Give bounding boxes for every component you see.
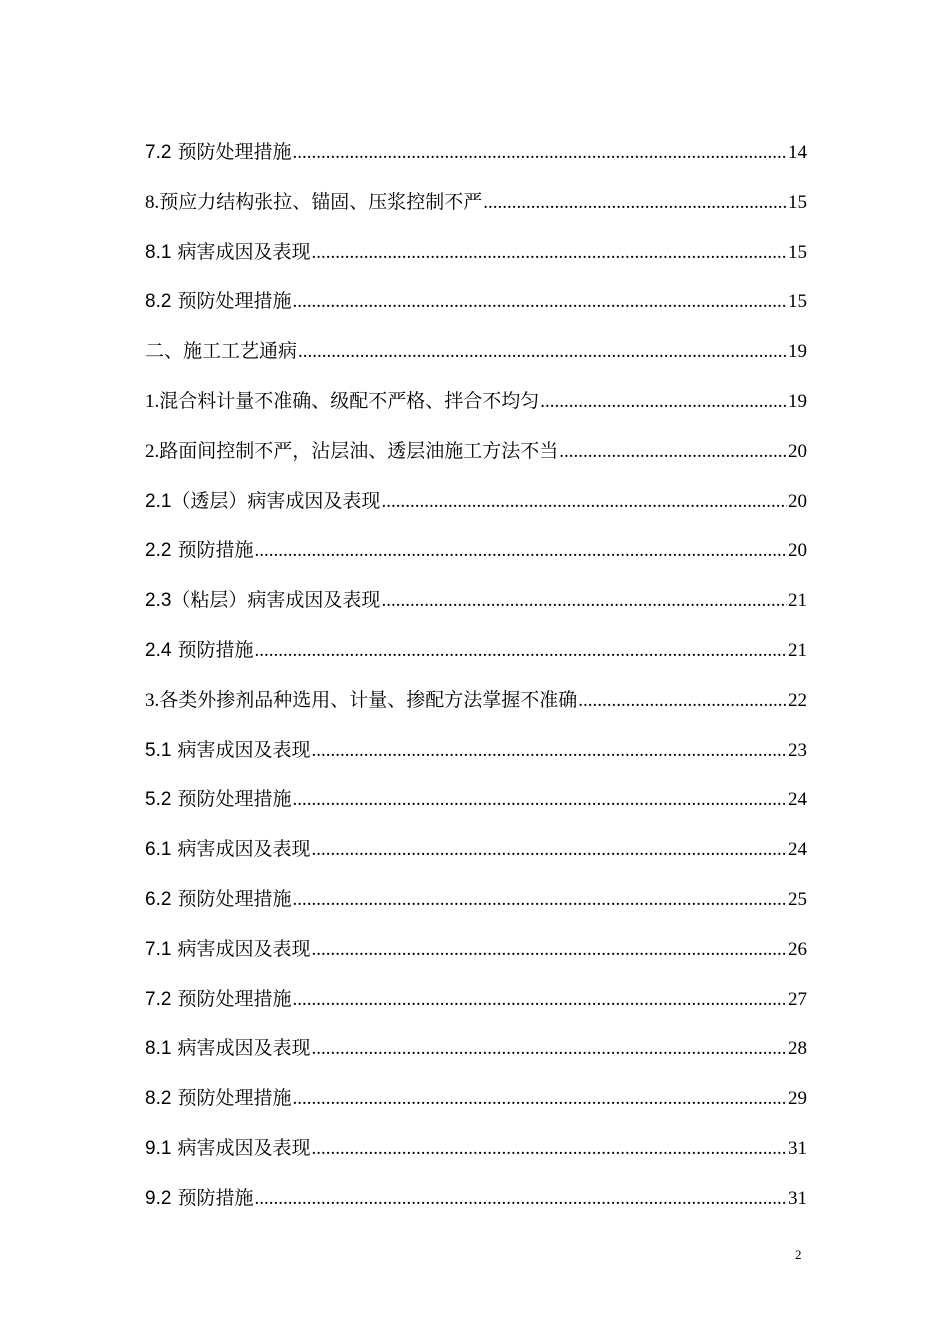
toc-entry-label <box>145 685 577 716</box>
toc-entry-label <box>145 187 482 218</box>
toc-entry-label <box>145 735 310 766</box>
toc-entry-number: 3. <box>145 689 160 711</box>
toc-entry-number: 8.1 <box>145 1038 172 1060</box>
toc-entry-title: 预防处理措施 <box>171 290 292 313</box>
toc-entry-page: 20 <box>788 490 807 512</box>
toc-entry-title: 路面间控制不严，沾层油、透层油施工方法不当 <box>159 439 559 462</box>
toc-entry-number: 9.2 <box>145 1187 172 1209</box>
toc-entry-label <box>145 486 380 517</box>
toc-entry-page: 26 <box>788 938 807 960</box>
toc-entry-page: 25 <box>788 888 807 910</box>
toc-entry-label <box>145 1183 253 1214</box>
toc-entry-page: 22 <box>788 689 807 711</box>
toc-entry-number: 2.2 <box>145 540 172 562</box>
toc-entry-number: 7.2 <box>145 988 172 1010</box>
toc-entry-title: 病害成因及表现 <box>171 1037 311 1060</box>
toc-entry-number: 5.1 <box>145 739 172 761</box>
toc-entry-title: 预防处理措施 <box>171 141 292 163</box>
toc-entry-title: 病害成因及表现 <box>171 240 311 263</box>
toc-entry-page: 31 <box>788 1137 807 1159</box>
toc-dot-leader <box>292 985 787 1015</box>
toc-dot-leader <box>311 238 787 268</box>
toc-entry-title: （透层）病害成因及表现 <box>171 489 381 512</box>
toc-dot-leader <box>292 138 787 168</box>
toc-entry-title: 预防处理措施 <box>171 887 292 910</box>
toc-entry-number: 2.3 <box>145 590 172 612</box>
toc-dot-leader <box>381 487 787 517</box>
toc-dot-leader <box>559 437 787 467</box>
toc-entry-label <box>145 137 291 168</box>
toc-entry[interactable] <box>145 984 807 1034</box>
toc-entry[interactable] <box>145 735 807 785</box>
toc-entry[interactable] <box>145 286 807 336</box>
toc-entry[interactable] <box>145 784 807 834</box>
toc-entry-title: 预防处理措施 <box>171 1087 292 1110</box>
toc-entry-number: 1. <box>145 390 160 412</box>
toc-entry-title: 混合料计量不准确、级配不严格、拌合不均匀 <box>159 389 540 412</box>
toc-entry-number: 8. <box>145 191 160 213</box>
toc-entry-title: 病害成因及表现 <box>171 1136 311 1159</box>
toc-dot-leader <box>311 736 787 766</box>
toc-dot-leader <box>292 885 787 915</box>
toc-entry-page: 14 <box>788 142 807 163</box>
toc-entry[interactable] <box>145 336 807 386</box>
toc-entry-label <box>145 436 558 467</box>
toc-entry-page: 27 <box>788 988 807 1010</box>
toc-entry-label <box>145 1083 291 1114</box>
toc-entry-label <box>145 386 539 417</box>
toc-entry-label <box>145 884 291 915</box>
toc-entry[interactable] <box>145 436 807 486</box>
toc-entry-page: 21 <box>788 639 807 661</box>
toc-entry-number: 2.4 <box>145 639 172 661</box>
toc-dot-leader <box>292 785 787 815</box>
toc-entry-label <box>145 585 380 616</box>
toc-entry-number: 8.2 <box>145 1088 172 1110</box>
toc-entry-label <box>145 834 310 865</box>
toc-entry-page: 29 <box>788 1088 807 1110</box>
toc-entry[interactable] <box>145 1133 807 1183</box>
toc-entry-page: 19 <box>788 390 807 412</box>
toc-entry-number: 9.1 <box>145 1137 172 1159</box>
toc-entry-page: 24 <box>788 789 807 811</box>
toc-entry-number: 7.1 <box>145 938 172 960</box>
toc-entry-title: 病害成因及表现 <box>171 738 311 761</box>
toc-entry[interactable] <box>145 1033 807 1083</box>
toc-dot-leader <box>254 536 787 566</box>
toc-entry[interactable] <box>145 1083 807 1133</box>
toc-entry[interactable] <box>145 635 807 685</box>
toc-entry-number: 6.1 <box>145 839 172 861</box>
toc-dot-leader <box>292 1084 787 1114</box>
toc-entry-label <box>145 336 297 366</box>
toc-entry-page: 21 <box>788 590 807 612</box>
toc-entry-label <box>145 1033 310 1064</box>
toc-entry[interactable] <box>145 1183 807 1233</box>
toc-dot-leader <box>254 636 787 666</box>
toc-dot-leader <box>311 835 787 865</box>
toc-entry-page: 20 <box>788 440 807 462</box>
toc-entry-number: 2.1 <box>145 490 172 512</box>
toc-entry-label <box>145 535 253 566</box>
toc-entry[interactable] <box>145 486 807 536</box>
toc-entry[interactable] <box>145 187 807 237</box>
toc-entry[interactable] <box>145 535 807 585</box>
toc-entry[interactable] <box>145 137 807 187</box>
toc-entry-number: 8.2 <box>145 291 172 313</box>
toc-entry-page: 31 <box>788 1187 807 1209</box>
toc-entry-label <box>145 635 253 666</box>
toc-dot-leader <box>254 1184 787 1214</box>
toc-entry-page: 19 <box>788 341 807 363</box>
toc-entry[interactable] <box>145 386 807 436</box>
toc-dot-leader <box>311 935 787 965</box>
toc-dot-leader <box>578 686 787 716</box>
toc-entry[interactable] <box>145 884 807 934</box>
toc-entry-title: 二、施工工艺通病 <box>145 340 298 363</box>
toc-dot-leader <box>292 287 787 317</box>
toc-entry-number: 7.2 <box>145 142 172 163</box>
toc-entry-label <box>145 286 291 317</box>
toc-entry-page: 15 <box>788 191 807 213</box>
toc-entry-page: 15 <box>788 291 807 313</box>
toc-dot-leader <box>540 387 787 417</box>
toc-entry-number: 8.1 <box>145 241 172 263</box>
toc-entry-title: 预防措施 <box>171 1186 254 1209</box>
toc-entry-title: 预防措施 <box>171 638 254 661</box>
toc-entry-title: 预应力结构张拉、锚固、压浆控制不严 <box>159 190 483 213</box>
toc-dot-leader <box>381 586 787 616</box>
toc-entry-page: 28 <box>788 1038 807 1060</box>
toc-dot-leader <box>298 337 787 367</box>
table-of-contents <box>145 137 807 1233</box>
toc-entry-title: 病害成因及表现 <box>171 937 311 960</box>
toc-entry-label <box>145 237 310 268</box>
toc-dot-leader <box>483 188 787 218</box>
toc-dot-leader <box>311 1034 787 1064</box>
toc-entry-page: 20 <box>788 540 807 562</box>
page-number: 2 <box>795 1247 802 1262</box>
toc-entry-label <box>145 784 291 815</box>
toc-entry-page: 24 <box>788 839 807 861</box>
toc-entry[interactable] <box>145 685 807 735</box>
toc-entry[interactable] <box>145 834 807 884</box>
toc-entry-title: 预防措施 <box>171 539 254 562</box>
toc-entry-title: 病害成因及表现 <box>171 838 311 861</box>
toc-entry-label <box>145 984 291 1015</box>
toc-entry[interactable] <box>145 585 807 635</box>
toc-entry-title: 预防处理措施 <box>171 788 292 811</box>
toc-dot-leader <box>311 1134 787 1164</box>
toc-entry-label <box>145 934 310 965</box>
toc-entry-number: 2. <box>145 440 160 462</box>
toc-entry-title: 预防处理措施 <box>171 987 292 1010</box>
toc-entry-page: 23 <box>788 739 807 761</box>
toc-entry-page: 15 <box>788 241 807 263</box>
toc-entry-title: （粘层）病害成因及表现 <box>171 589 381 612</box>
toc-entry-label <box>145 1133 310 1164</box>
toc-entry-number: 6.2 <box>145 888 172 910</box>
toc-entry[interactable] <box>145 237 807 287</box>
toc-entry[interactable] <box>145 934 807 984</box>
toc-entry-number: 5.2 <box>145 789 172 811</box>
toc-entry-title: 各类外掺剂品种选用、计量、掺配方法掌握不准确 <box>159 688 578 711</box>
